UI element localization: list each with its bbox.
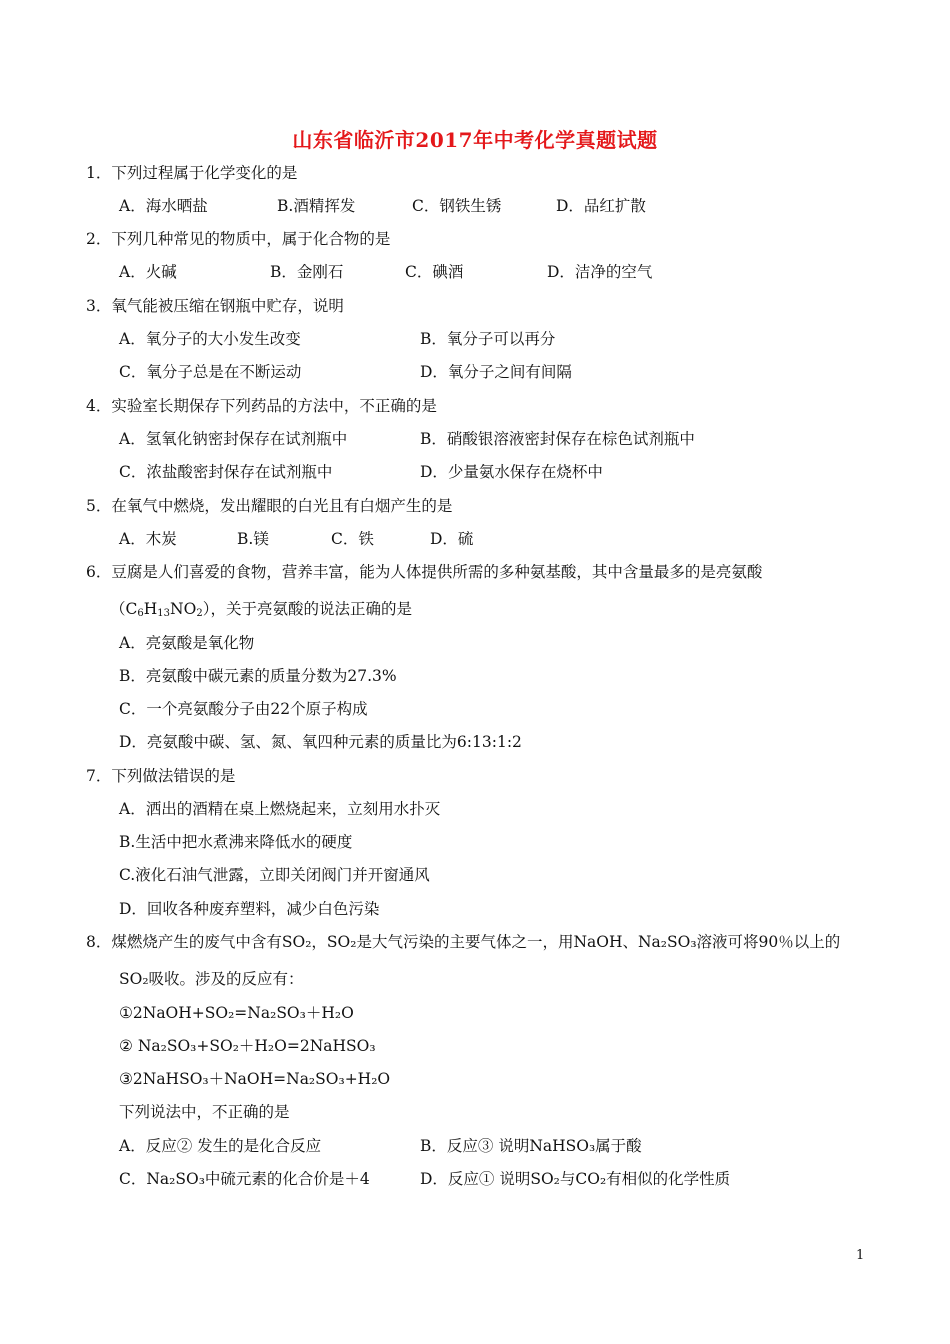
q4-option-a: A．氢氧化钠密封保存在试剂瓶中 bbox=[119, 430, 348, 448]
q3-option-a: A．氧分子的大小发生改变 bbox=[119, 330, 301, 348]
q4-option-c: C．浓盐酸密封保存在试剂瓶中 bbox=[119, 463, 333, 481]
q1-option-a: A．海水晒盐 bbox=[119, 197, 208, 215]
q8-option-a: A．反应② 发生的是化合反应 bbox=[119, 1137, 322, 1155]
page-number: 1 bbox=[856, 1248, 865, 1263]
q4-option-b: B．硝酸银溶液密封保存在棕色试剂瓶中 bbox=[420, 430, 695, 448]
q5-option-d: D．硫 bbox=[430, 530, 474, 548]
q6-option-c: C．一个亮氨酸分子由22个原子构成 bbox=[119, 700, 368, 718]
q5-option-a: A．木炭 bbox=[119, 530, 177, 548]
q6-option-d: D．亮氨酸中碳、氢、氮、氧四种元素的质量比为6:13:1:2 bbox=[119, 733, 522, 751]
q8-question: 下列说法中，不正确的是 bbox=[119, 1103, 290, 1121]
question-8-stem-continued: SO₂吸收。涉及的反应有： bbox=[119, 970, 304, 988]
question-3-stem: 3．氧气能被压缩在钢瓶中贮存，说明 bbox=[86, 297, 344, 315]
q2-option-b: B．金刚石 bbox=[270, 263, 344, 281]
formula-leucine: $C_6H_{13}NO_2$ bbox=[125, 600, 203, 619]
question-6-stem-continued: $(C_6H_{13}NO_2)$，关于亮氨酸的说法正确的是 bbox=[110, 600, 412, 619]
q3-option-c: C．氧分子总是在不断运动 bbox=[119, 363, 302, 381]
q4-option-d: D．少量氨水保存在烧杯中 bbox=[420, 463, 603, 481]
question-6-stem: 6．豆腐是人们喜爱的食物，营养丰富，能为人体提供所需的多种氨基酸，其中含量最多的是亮氨酸 bbox=[86, 563, 763, 581]
q1-option-c: C．钢铁生锈 bbox=[412, 197, 502, 215]
q8-option-c: C．Na₂SO₃中硫元素的化合价是＋4 bbox=[119, 1170, 370, 1188]
q7-option-a: A．洒出的酒精在桌上燃烧起来，立刻用水扑灭 bbox=[119, 800, 441, 818]
q3-option-d: D．氧分子之间有间隔 bbox=[420, 363, 572, 381]
q3-option-b: B．氧分子可以再分 bbox=[420, 330, 556, 348]
q6-option-a: A．亮氨酸是氧化物 bbox=[119, 634, 255, 652]
q1-option-d: D．品红扩散 bbox=[556, 197, 646, 215]
q7-option-c: C.液化石油气泄露，立即关闭阀门并开窗通风 bbox=[119, 866, 430, 884]
q8-reaction-3: ③2NaHSO₃＋NaOH=Na₂SO₃+H₂O bbox=[119, 1070, 391, 1088]
question-8-stem: 8．煤燃烧产生的废气中含有SO₂，SO₂是大气污染的主要气体之一，用NaOH、Na₂SO₃溶液可将90％以上的 bbox=[86, 933, 841, 951]
question-7-stem: 7．下列做法错误的是 bbox=[86, 767, 236, 785]
q2-option-c: C．碘酒 bbox=[405, 263, 464, 281]
q1-option-b: B.酒精挥发 bbox=[277, 197, 356, 215]
question-4-stem: 4．实验室长期保存下列药品的方法中，不正确的是 bbox=[86, 397, 437, 415]
question-2-stem: 2．下列几种常见的物质中，属于化合物的是 bbox=[86, 230, 391, 248]
q8-reaction-1: ①2NaOH+SO₂=Na₂SO₃＋H₂O bbox=[119, 1004, 354, 1022]
q2-option-a: A．火碱 bbox=[119, 263, 177, 281]
q8-option-b: B．反应③ 说明NaHSO₃属于酸 bbox=[420, 1137, 642, 1155]
q5-option-c: C．铁 bbox=[331, 530, 374, 548]
q8-reaction-2: ② Na₂SO₃+SO₂＋H₂O=2NaHSO₃ bbox=[119, 1037, 376, 1055]
q2-option-d: D．洁净的空气 bbox=[547, 263, 653, 281]
q8-option-d: D．反应① 说明SO₂与CO₂有相似的化学性质 bbox=[420, 1170, 731, 1188]
q7-option-b: B.生活中把水煮沸来降低水的硬度 bbox=[119, 833, 353, 851]
question-5-stem: 5．在氧气中燃烧，发出耀眼的白光且有白烟产生的是 bbox=[86, 497, 453, 515]
q5-option-b: B.镁 bbox=[237, 530, 269, 548]
q7-option-d: D．回收各种废弃塑料，减少白色污染 bbox=[119, 900, 380, 918]
page-title: 山东省临沂市2017年中考化学真题试题 bbox=[292, 128, 658, 152]
question-1-stem: 1．下列过程属于化学变化的是 bbox=[86, 164, 298, 182]
q6-option-b: B．亮氨酸中碳元素的质量分数为27.3% bbox=[119, 667, 397, 685]
